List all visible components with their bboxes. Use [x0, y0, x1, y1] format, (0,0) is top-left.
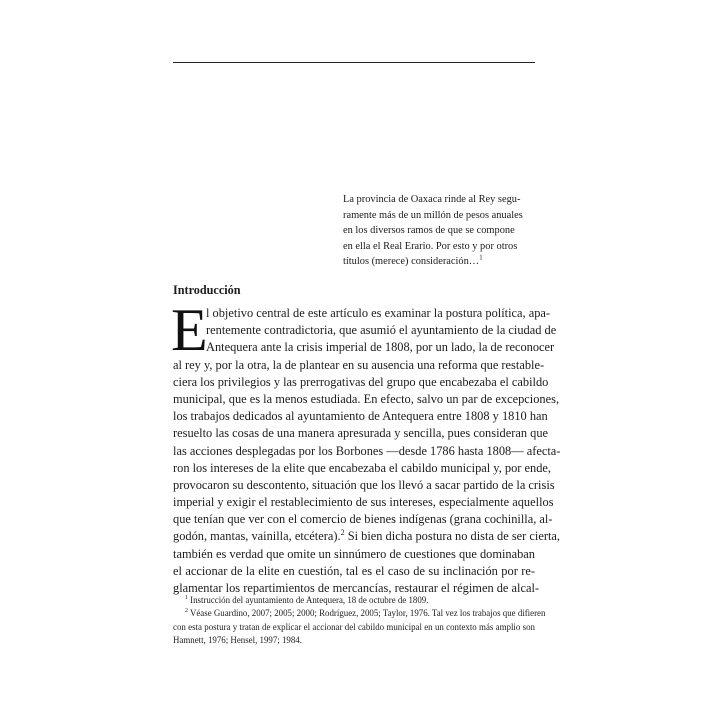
- footnote-2-text: Véase Guardino, 2007; 2005; 2000; Rodríguez, 2005; Taylor, 1976. Tal vez los trabajos que difieren: [187, 608, 546, 619]
- footnote-2-line: con esta postura y tratan de explicar el accionar del cabildo municipal en un contexto más amplio son: [173, 621, 535, 632]
- epigraph-line: La provincia de Oaxaca rinde al Rey segu-: [343, 194, 521, 205]
- epigraph: [343, 192, 536, 270]
- epigraph-last-line: [343, 254, 536, 270]
- footnote-1: [173, 594, 535, 607]
- footnote-1-text: Instrucción del ayuntamiento de Antequera, 18 de octubre de 1809.: [187, 595, 429, 605]
- footnote-2-line: [173, 607, 546, 620]
- body-line: resuelto las cosas de una manera apresurada y sencilla, pues consideran que: [173, 426, 549, 441]
- body-line: imperial y exigir el restablecimiento de sus intereses, especialmente aquellos: [173, 495, 554, 510]
- epigraph-line: en ella el Real Erario. Por esto y por otros: [343, 240, 518, 252]
- epigraph-line: ramente más de un millón de pesos anuales: [343, 209, 523, 221]
- body-line: rentemente contradictoria, que asumió el ayuntamiento de la ciudad de: [206, 323, 557, 338]
- body-line: municipal, que es la menos estudiada. En efecto, salvo un par de excepciones,: [173, 391, 560, 406]
- footnote-ref-1: 1: [479, 254, 483, 262]
- footnote-2-marker: 2: [185, 608, 188, 615]
- epigraph-line: en los diversos ramos de que se compone: [343, 225, 515, 237]
- body-line: que tenían que ver con el comercio de bienes indígenas (grana cochinilla, al-: [173, 512, 553, 527]
- body-line: al rey y, por la otra, la de plantear en su ausencia una reforma que restable-: [173, 357, 545, 372]
- body-text: [171, 297, 561, 597]
- body-line-text: godón, mantas, vainilla, etcétera).: [173, 529, 341, 544]
- body-line: ron los intereses de la elite que encabezaba el cabildo municipal y, por ende,: [173, 460, 551, 475]
- drop-cap: E: [171, 297, 208, 363]
- footnote-ref-2: 2: [340, 528, 345, 538]
- body-line: Antequera ante la crisis imperial de 1808, por un lado, la de reconocer: [206, 340, 555, 355]
- body-line: los trabajos dedicados al ayuntamiento de Antequera entre 1808 y 1810 han: [173, 409, 548, 424]
- body-line: las acciones desplegadas por los Borbones —desde 1786 hasta 1808— afecta-: [173, 443, 561, 458]
- body-line: provocaron su descontento, situación que los llevó a sacar partido de la crisis: [173, 477, 555, 492]
- epigraph-line-text: títulos (merece) consideración…: [343, 256, 480, 268]
- body-line: también es verdad que omite un sinnúmero de cuestiones que dominaban: [173, 546, 535, 561]
- body-line: glamentar los repartimientos de mercancías, restaurar el régimen de alcal-: [173, 581, 540, 595]
- body-line: l objetivo central de este artículo es examinar la postura política, apa-: [206, 306, 551, 320]
- footnotes: [173, 594, 546, 648]
- body-line-text: Si bien dicha postura no dista de ser cierta,: [344, 529, 560, 544]
- body-line: el accionar de la elite en cuestión, tal es el caso de su inclinación por re-: [173, 563, 535, 578]
- footnote-2-line: Hamnett, 1976; Hensel, 1997; 1984.: [173, 635, 302, 646]
- body-line: ciera los privilegios y las prerrogativas del grupo que encabezaba el cabildo: [173, 374, 549, 389]
- header-rule: [173, 62, 535, 63]
- section-heading: Introducción: [173, 283, 241, 297]
- footnote-1-marker: 1: [185, 595, 188, 602]
- body-line-with-note: [173, 528, 560, 545]
